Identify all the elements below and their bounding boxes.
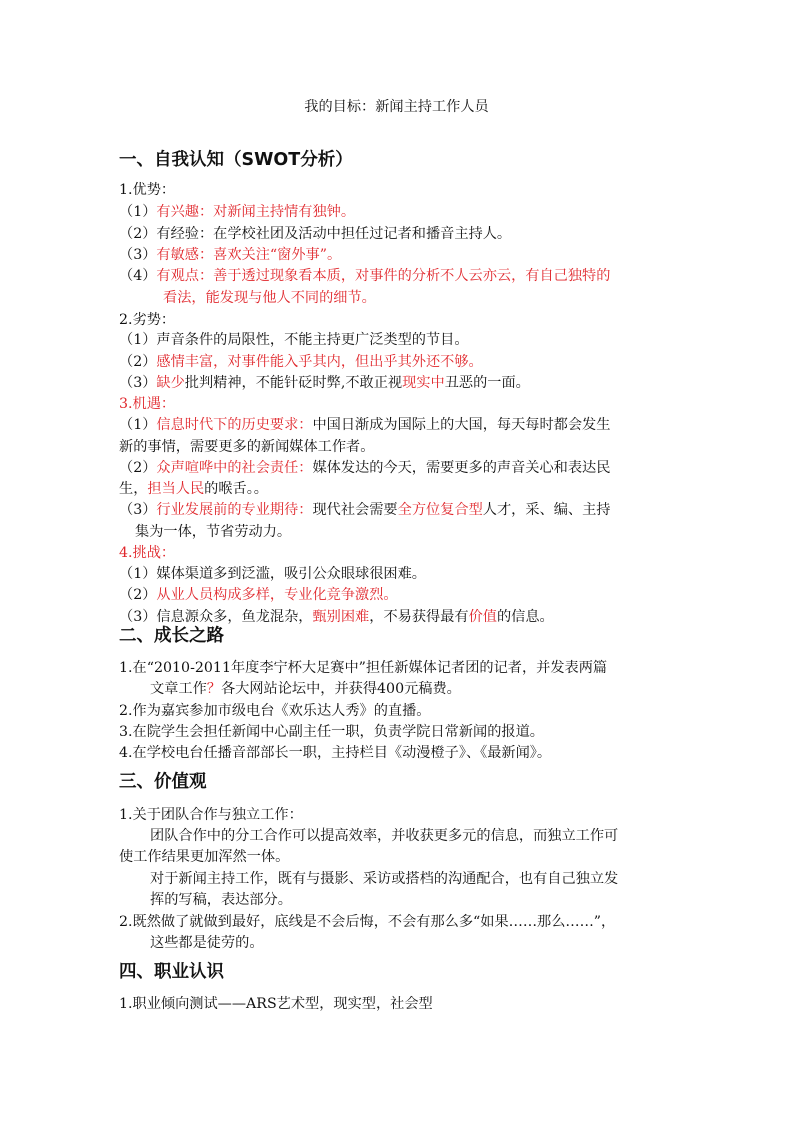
strength-item-2: （2）有经验：在学校社团及活动中担任过记者和播音主持人。 [119,226,512,242]
opportunity-item-3-cont: 集为一体，节省劳动力。 [135,524,292,540]
weakness-item-2: （2）感情丰富，对事件能入乎其内，但出乎其外还不够。 [119,354,483,370]
weaknesses-label: 2.劣势： [119,312,176,328]
growth-item-4: 4.在学校电台任播音部部长一职，主持栏目《动漫橙子》、《最新闻》。 [119,745,552,761]
growth-item-3: 3.在院学生会担任新闻中心副主任一职，负责学院日常新闻的报道。 [119,724,544,740]
values-item-1: 1.关于团队合作与独立工作： [119,807,303,823]
document-title: 我的目标：新闻主持工作人员 [304,99,489,115]
growth-item-2: 2.作为嘉宾参加市级电台《欢乐达人秀》的直播。 [119,703,431,719]
section-heading-career: 四、职业认识 [119,962,224,982]
weakness-item-1: （1）声音条件的局限性，不能主持更广泛类型的节目。 [119,332,469,348]
strength-item-1: （1）有兴趣：对新闻主持情有独钟。 [119,204,356,220]
opportunity-item-2: （2）众声喧哗中的社会责任：媒体发达的今天，需要更多的声音关心和表达民 [119,460,611,476]
strength-item-4-cont: 看法，能发现与他人不同的细节。 [163,290,376,306]
values-paragraph-1-cont: 使工作结果更加浑然一体。 [119,849,290,865]
weakness-item-3: （3）缺少批判精神，不能针砭时弊,不敢正视现实中丑恶的一面。 [119,375,530,391]
strengths-label: 1.优势： [119,182,176,198]
values-item-2-cont: 这些都是徒劳的。 [150,935,264,951]
opportunity-item-1-cont: 新的事情，需要更多的新闻媒体工作者。 [119,439,375,455]
growth-item-1-cont: 文章工作？各大网站论坛中，并获得400元稿费。 [150,681,461,697]
opportunity-item-2-cont: 生，担当人民的喉舌。。 [119,481,268,497]
strength-item-4: （4）有观点：善于透过现象看本质，对事件的分析不人云亦云，有自己独特的 [119,268,611,284]
values-paragraph-2-cont: 挥的写稿，表达部分。 [150,892,292,908]
opportunity-item-3: （3）行业发展前的专业期待：现代社会需要全方位复合型人才，采、编、主持 [119,502,611,518]
threat-item-2: （2）从业人员构成多样，专业化竞争激烈。 [119,587,398,603]
strength-item-3: （3）有敏感：喜欢关注“窗外事”。 [119,247,342,263]
threat-item-1: （1）媒体渠道多到泛滥，吸引公众眼球很困难。 [119,566,426,582]
threat-item-3: （3）信息源众多，鱼龙混杂，甄别困难，不易获得最有价值的信息。 [119,609,554,625]
section-heading-values: 三、价值观 [119,772,207,792]
opportunities-label: 3.机遇： [119,396,176,412]
opportunity-item-1: （1）信息时代下的历史要求：中国日渐成为国际上的大国，每天每时都会发生 [119,417,611,433]
threats-label: 4.挑战： [119,545,176,561]
growth-item-1: 1.在“2010-2011年度李宁杯大足赛中”担任新媒体记者团的记者，并发表两篇 [119,660,608,676]
values-item-2: 2.既然做了就做到最好，底线是不会后悔，不会有那么多“如果……那么……”， [119,914,616,930]
section-heading-swot: 一、自我认知（SWOT分析） [119,150,353,170]
values-paragraph-2: 对于新闻主持工作，既有与摄影、采访或搭档的沟通配合，也有自己独立发 [150,871,619,887]
section-heading-growth: 二、成长之路 [119,626,224,646]
career-item-1: 1.职业倾向测试——ARS艺术型，现实型，社会型 [119,996,433,1012]
values-paragraph-1: 团队合作中的分工合作可以提高效率，并收获更多元的信息，而独立工作可 [150,828,619,844]
